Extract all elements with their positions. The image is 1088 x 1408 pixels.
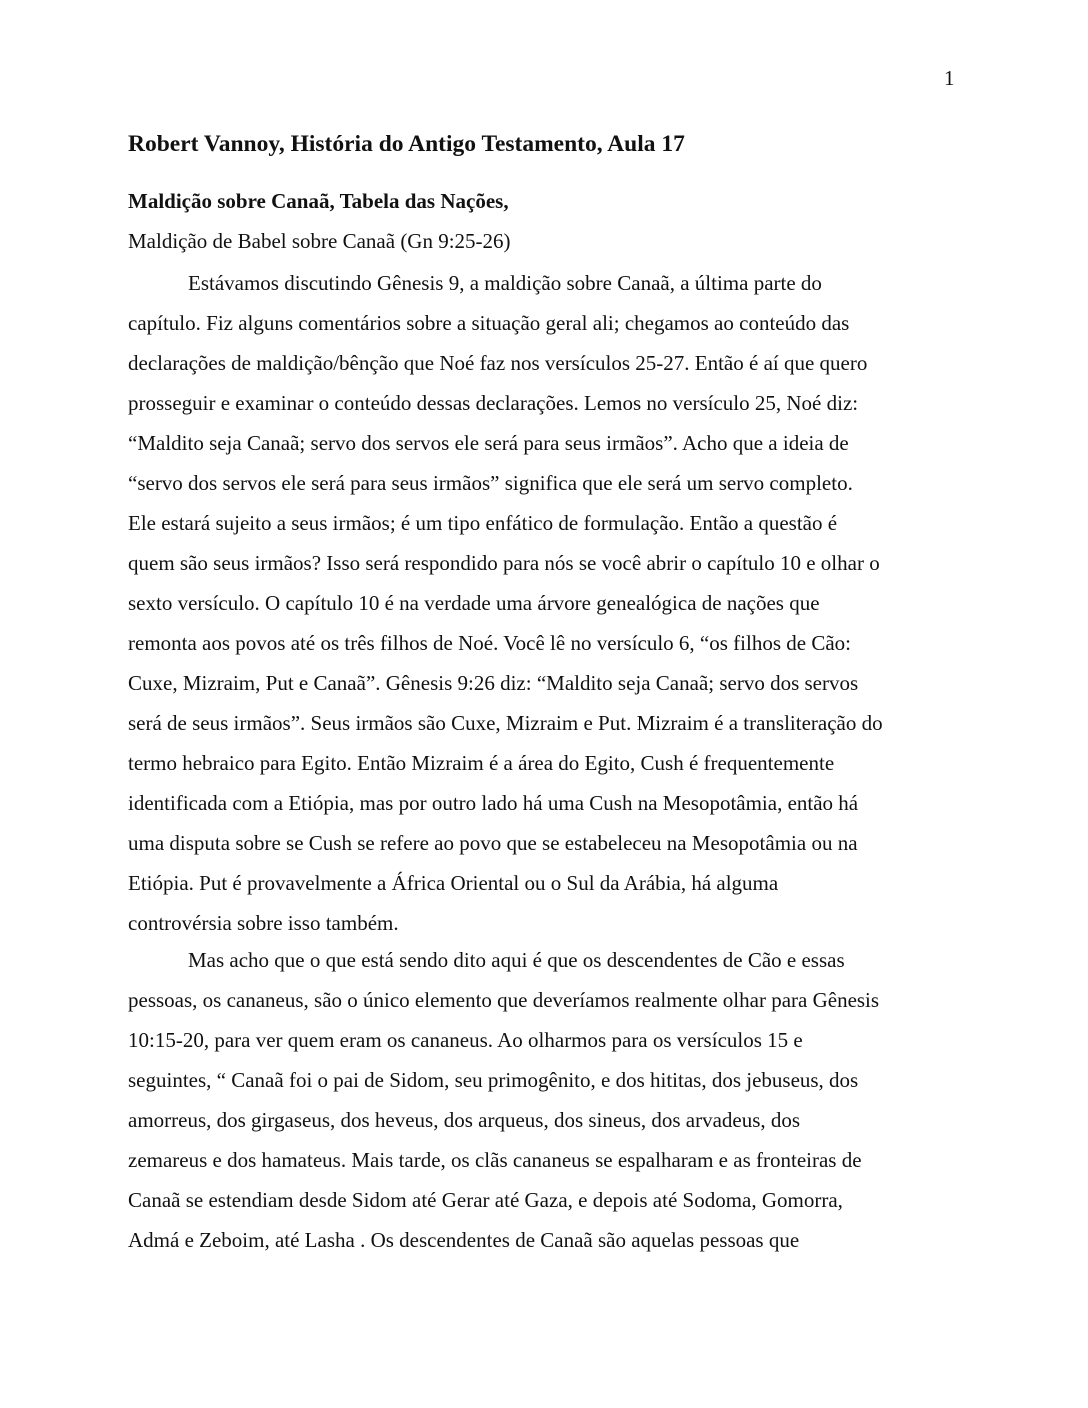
paragraph-line: sexto versículo. O capítulo 10 é na verdade uma árvore genealógica de nações que bbox=[128, 591, 820, 615]
page-number: 1 bbox=[944, 66, 955, 90]
paragraph-line: Cuxe, Mizraim, Put e Canaã”. Gênesis 9:26 diz: “Maldito seja Canaã; servo dos servos bbox=[128, 671, 859, 695]
paragraph-line: será de seus irmãos”. Seus irmãos são Cuxe, Mizraim e Put. Mizraim é a transliteração do bbox=[128, 711, 883, 735]
paragraph-line: seguintes, “ Canaã foi o pai de Sidom, seu primogênito, e dos hititas, dos jebuseus, dos bbox=[128, 1068, 859, 1092]
paragraph-line: pessoas, os cananeus, são o único elemento que deveríamos realmente olhar para Gênesis bbox=[128, 988, 880, 1012]
paragraph-line: amorreus, dos girgaseus, dos heveus, dos arqueus, dos sineus, dos arvadeus, dos bbox=[128, 1108, 801, 1132]
paragraph-line: Estávamos discutindo Gênesis 9, a maldição sobre Canaã, a última parte do bbox=[188, 271, 822, 295]
paragraph-1 bbox=[128, 263, 968, 943]
paragraph-line: “Maldito seja Canaã; servo dos servos ele será para seus irmãos”. Acho que a ideia de bbox=[128, 431, 849, 455]
section-heading: Maldição sobre Canaã, Tabela das Nações, bbox=[128, 189, 509, 213]
document-title: Robert Vannoy, História do Antigo Testamento, Aula 17 bbox=[128, 131, 685, 157]
paragraph-line: Admá e Zeboim, até Lasha . Os descendentes de Canaã são aquelas pessoas que bbox=[128, 1228, 800, 1252]
paragraph-line: prosseguir e examinar o conteúdo dessas declarações. Lemos no versículo 25, Noé diz: bbox=[128, 391, 859, 415]
paragraph-line: controvérsia sobre isso também. bbox=[128, 911, 399, 935]
paragraph-2 bbox=[128, 940, 968, 1260]
paragraph-line: remonta aos povos até os três filhos de Noé. Você lê no versículo 6, “os filhos de Cão: bbox=[128, 631, 851, 655]
paragraph-line: 10:15-20, para ver quem eram os cananeus. Ao olharmos para os versículos 15 e bbox=[128, 1028, 803, 1052]
paragraph-line: declarações de maldição/bênção que Noé faz nos versículos 25-27. Então é aí que quero bbox=[128, 351, 868, 375]
paragraph-line: quem são seus irmãos? Isso será respondido para nós se você abrir o capítulo 10 e olhar o bbox=[128, 551, 880, 575]
subheading: Maldição de Babel sobre Canaã (Gn 9:25-26) bbox=[128, 229, 511, 253]
paragraph-line: Etiópia. Put é provavelmente a África Oriental ou o Sul da Arábia, há alguma bbox=[128, 871, 779, 895]
paragraph-line: Canaã se estendiam desde Sidom até Gerar até Gaza, e depois até Sodoma, Gomorra, bbox=[128, 1188, 843, 1212]
paragraph-line: zemareus e dos hamateus. Mais tarde, os clãs cananeus se espalharam e as fronteiras de bbox=[128, 1148, 862, 1172]
paragraph-line: identificada com a Etiópia, mas por outro lado há uma Cush na Mesopotâmia, então há bbox=[128, 791, 859, 815]
paragraph-line: “servo dos servos ele será para seus irmãos” significa que ele será um servo completo. bbox=[128, 471, 853, 495]
paragraph-line: Mas acho que o que está sendo dito aqui é que os descendentes de Cão e essas bbox=[188, 948, 845, 972]
paragraph-line: capítulo. Fiz alguns comentários sobre a situação geral ali; chegamos ao conteúdo das bbox=[128, 311, 850, 335]
paragraph-line: uma disputa sobre se Cush se refere ao povo que se estabeleceu na Mesopotâmia ou na bbox=[128, 831, 858, 855]
paragraph-line: Ele estará sujeito a seus irmãos; é um tipo enfático de formulação. Então a questão é bbox=[128, 511, 838, 535]
paragraph-line: termo hebraico para Egito. Então Mizraim é a área do Egito, Cush é frequentemente bbox=[128, 751, 835, 775]
